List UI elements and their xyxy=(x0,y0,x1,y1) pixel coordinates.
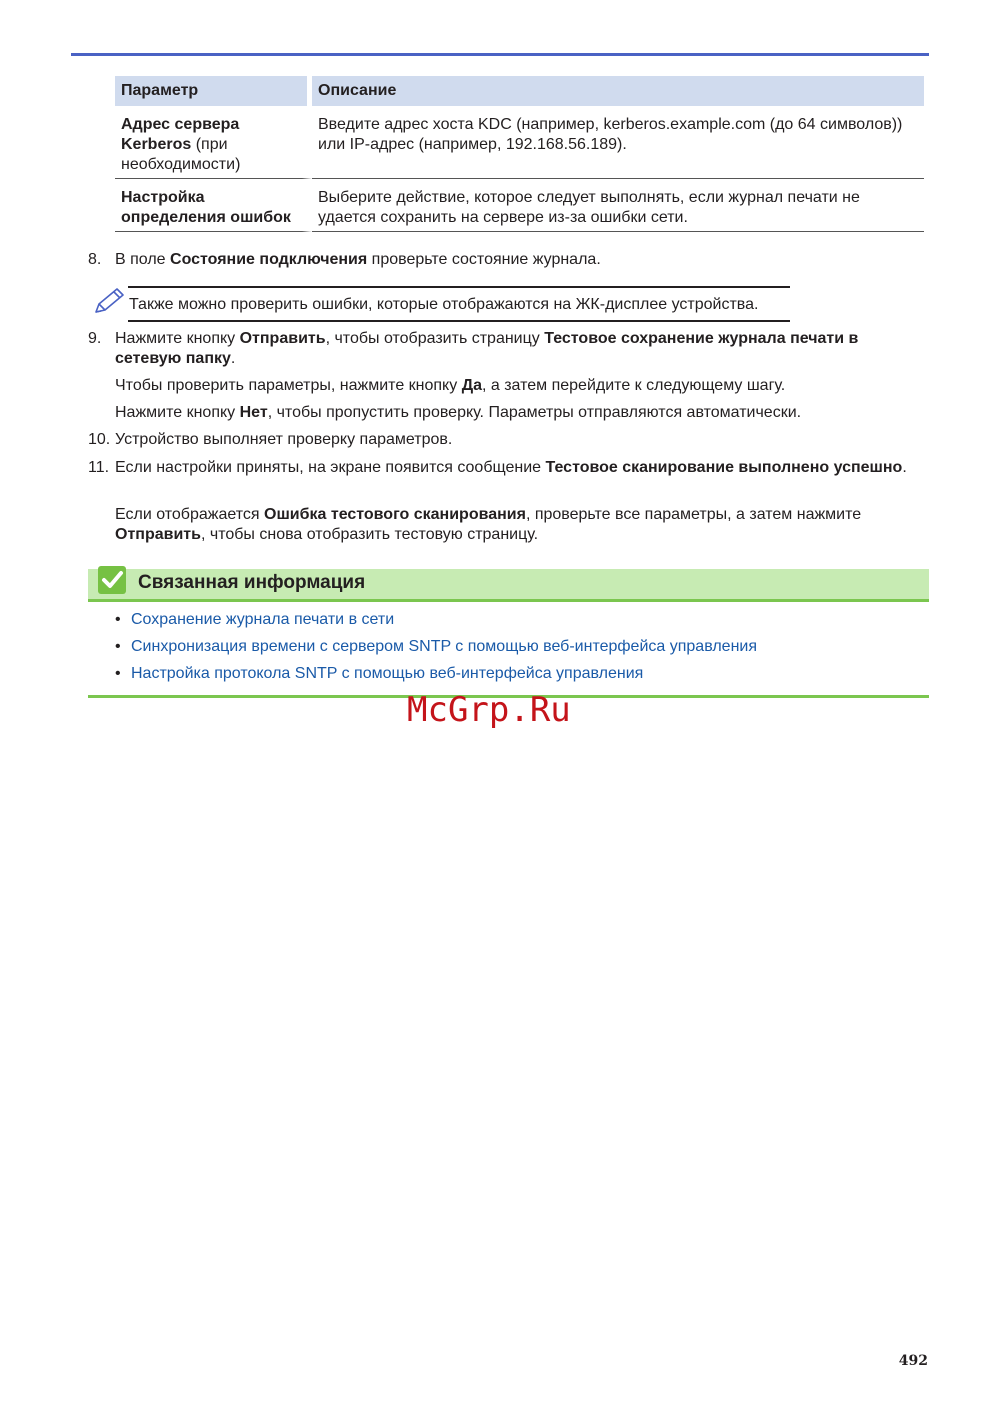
param-name: Адрес сервера Kerberos xyxy=(121,116,240,153)
step-11-paragraph: Если отображается Ошибка тестового сканирования, проверьте все параметры, а затем нажмите Отправить, чтобы снова отобразить тестовую страницу. xyxy=(115,506,862,543)
desc-cell: Введите адрес хоста KDC (например, kerberos.example.com (до 64 символов)) или IP-адрес (например, 192.168.56.189). xyxy=(312,106,924,179)
note-box xyxy=(90,286,790,322)
step-number: 8. xyxy=(88,251,102,268)
pencil-icon xyxy=(92,286,126,316)
related-link-sntp-config[interactable]: Настройка протокола SNTP с помощью веб-интерфейса управления xyxy=(131,665,644,682)
param-name: Настройка определения ошибок xyxy=(121,189,291,226)
param-cell xyxy=(115,179,312,232)
param-note: (при необходимости) xyxy=(121,136,241,173)
table-header-row xyxy=(115,76,924,106)
step-text: Если настройки приняты, на экране появится сообщение Тестовое сканирование выполнено успешно. xyxy=(115,459,907,476)
step-9-paragraph-2: Нажмите кнопку Нет, чтобы пропустить проверку. Параметры отправляются автоматически. xyxy=(115,404,802,421)
step-number: 9. xyxy=(88,330,102,347)
page-number: 492 xyxy=(898,1353,928,1369)
step-text: Нажмите кнопку Отправить, чтобы отобразить страницу Тестовое сохранение журнала печати в сетевую папку. xyxy=(115,330,859,367)
watermark: McGrp.Ru xyxy=(407,690,571,730)
step-number: 11. xyxy=(88,459,110,476)
step-text: В поле Состояние подключения проверьте состояние журнала. xyxy=(115,251,601,268)
param-cell xyxy=(115,106,312,179)
bullet: • xyxy=(115,638,121,655)
bullet: • xyxy=(115,611,121,628)
related-link-print-log[interactable]: Сохранение журнала печати в сети xyxy=(131,611,395,628)
checkmark-icon xyxy=(98,566,126,594)
step-text: Устройство выполняет проверку параметров. xyxy=(115,431,453,448)
step-number: 10. xyxy=(88,431,111,448)
table-row xyxy=(115,179,924,232)
note-top-rule xyxy=(128,286,790,288)
top-rule xyxy=(71,53,929,56)
desc-cell: Выберите действие, которое следует выполнять, если журнал печати не удается сохранить на сервере из-за ошибки сети. xyxy=(312,179,924,232)
parameter-table xyxy=(115,76,924,232)
step-9-paragraph-1: Чтобы проверить параметры, нажмите кнопку Да, а затем перейдите к следующему шагу. xyxy=(115,377,786,394)
related-info-title: Связанная информация xyxy=(138,572,366,593)
note-bottom-rule xyxy=(128,320,790,322)
header-description: Описание xyxy=(312,76,924,106)
bullet: • xyxy=(115,665,121,682)
related-link-sntp-sync[interactable]: Синхронизация времени с сервером SNTP с помощью веб-интерфейса управления xyxy=(131,638,757,655)
related-info-header xyxy=(88,569,929,602)
note-text: Также можно проверить ошибки, которые отображаются на ЖК-дисплее устройства. xyxy=(129,296,759,313)
header-parameter: Параметр xyxy=(115,76,312,106)
table-row xyxy=(115,106,924,179)
